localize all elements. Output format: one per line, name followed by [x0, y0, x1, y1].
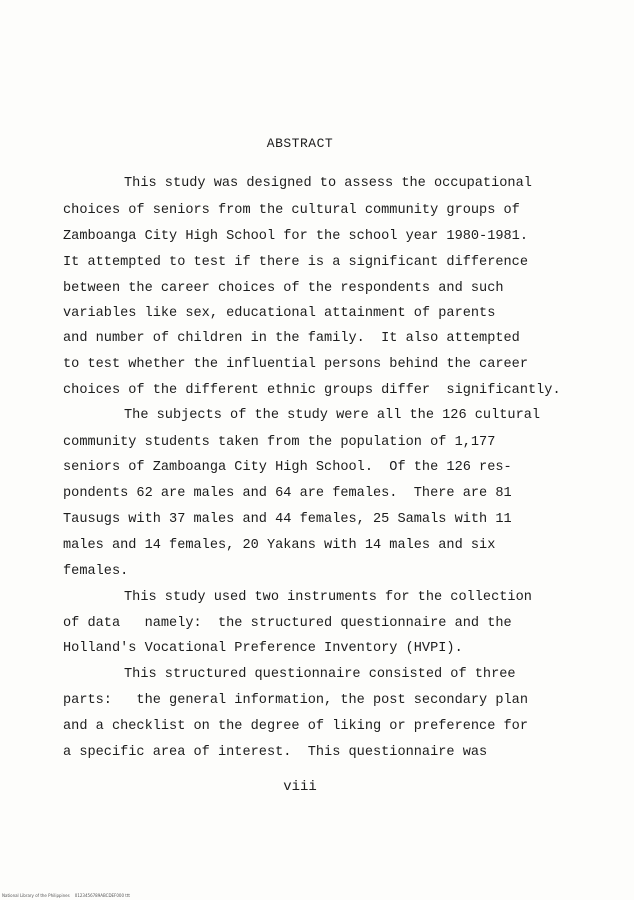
- archive-footer: National Library of the Philippines 0123456789ABCDEF000 ttt: [2, 893, 130, 898]
- text-line: pondents 62 are males and 64 are females. There are 81: [63, 486, 512, 501]
- text-line: choices of the different ethnic groups differ significantly.: [63, 383, 561, 398]
- page-number: viii: [283, 779, 317, 795]
- text-line: and a checklist on the degree of liking or preference for: [63, 719, 528, 734]
- text-line: variables like sex, educational attainment of parents: [63, 306, 496, 321]
- text-line: between the career choices of the respondents and such: [63, 281, 504, 296]
- text-line: and number of children in the family. It also attempted: [63, 331, 520, 346]
- text-line: Tausugs with 37 males and 44 females, 25 Samals with 11: [63, 512, 512, 527]
- text-line: It attempted to test if there is a significant difference: [63, 255, 528, 270]
- text-line: to test whether the influential persons behind the career: [63, 357, 528, 372]
- page-title: ABSTRACT: [266, 136, 334, 151]
- text-line: This structured questionnaire consisted of three: [124, 667, 516, 682]
- text-line: The subjects of the study were all the 126 cultural: [124, 408, 541, 423]
- text-line: females.: [63, 564, 129, 579]
- text-line: This study was designed to assess the occupational: [124, 176, 532, 191]
- text-line: choices of seniors from the cultural community groups of: [63, 203, 520, 218]
- text-line: a specific area of interest. This questionnaire was: [63, 745, 488, 760]
- text-line: Holland's Vocational Preference Inventory (HVPI).: [63, 641, 463, 656]
- text-line: seniors of Zamboanga City High School. Of the 126 res-: [63, 460, 512, 475]
- text-line: Zamboanga City High School for the school year 1980-1981.: [63, 229, 528, 244]
- text-line: community students taken from the population of 1,177: [63, 435, 496, 450]
- text-line: parts: the general information, the post secondary plan: [63, 693, 528, 708]
- text-line: This study used two instruments for the collection: [124, 590, 532, 605]
- text-line: males and 14 females, 20 Yakans with 14 males and six: [63, 538, 496, 553]
- text-line: of data namely: the structured questionnaire and the: [63, 616, 512, 631]
